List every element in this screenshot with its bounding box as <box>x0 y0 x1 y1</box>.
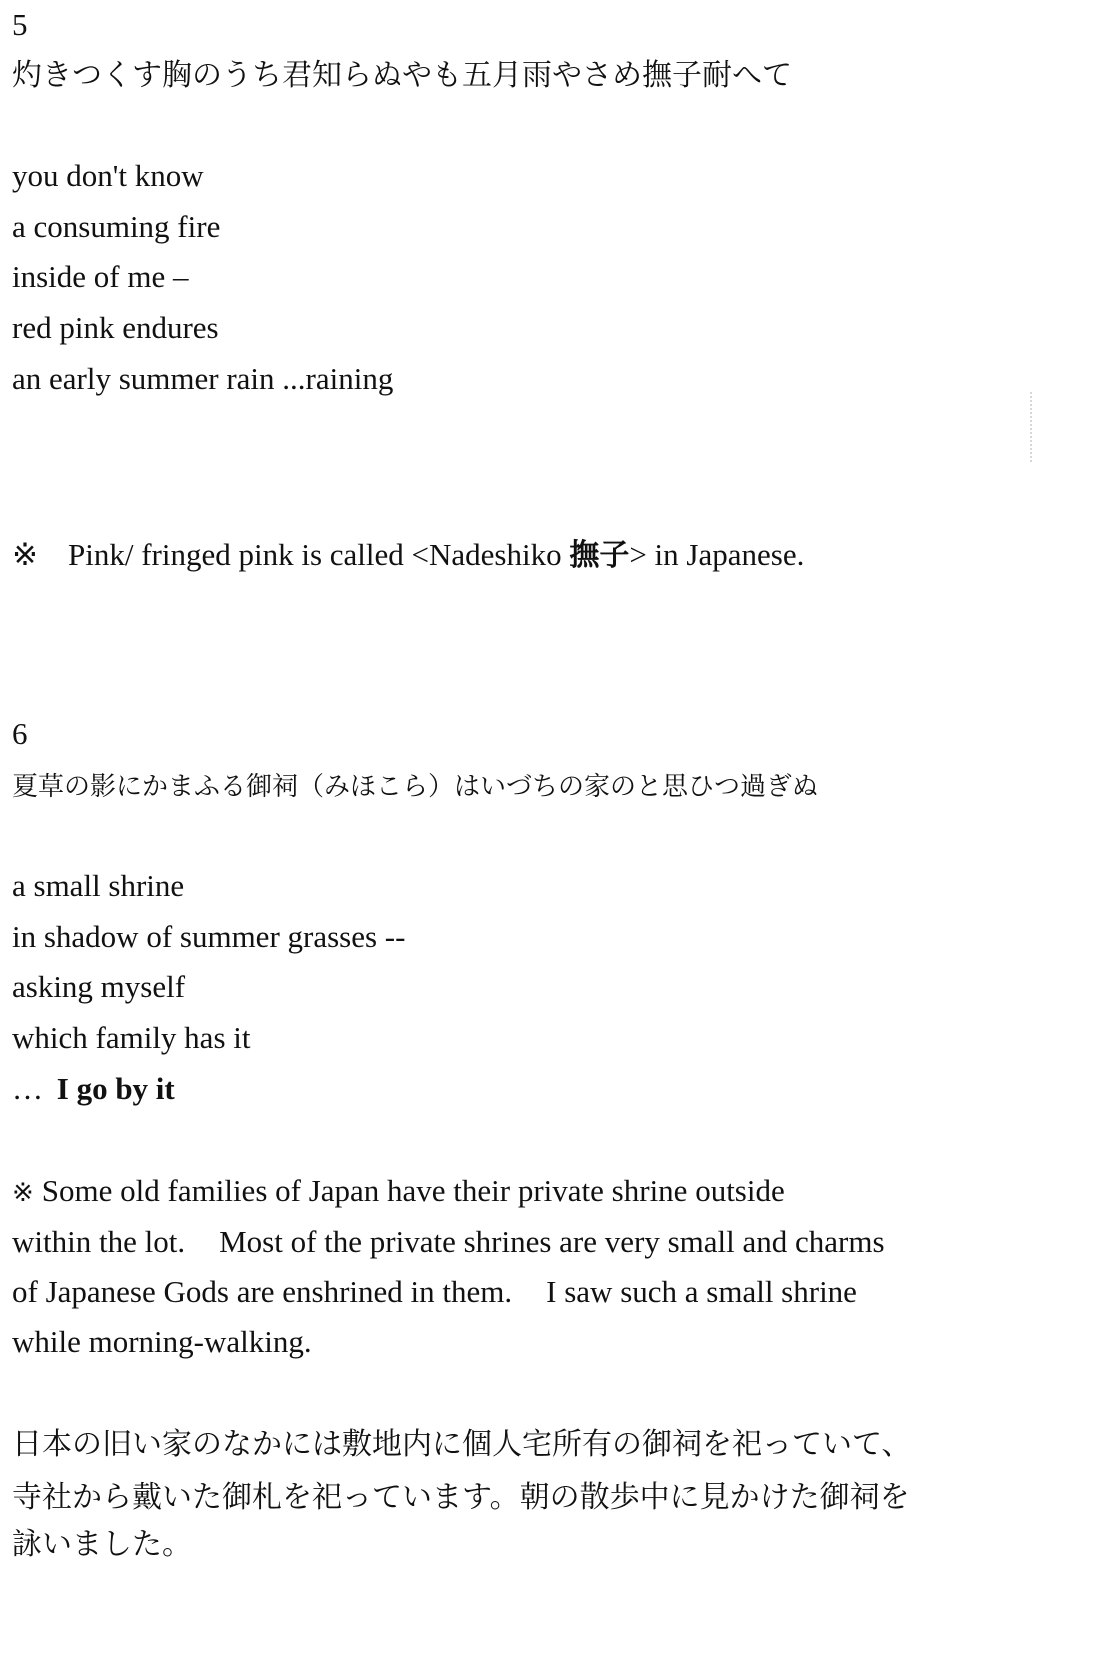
poem-5-note-tail: > in Japanese. <box>629 537 805 572</box>
poem-6-japanese: 夏草の影にかまふる御祠（みほこら）はいづちの家のと思ひつ過ぎぬ <box>12 772 819 802</box>
poem-6-line-4: which family has it <box>12 1020 251 1055</box>
poem-6-last-line: I go by it <box>56 1071 175 1106</box>
poem-6-note-text-2b: Most of the private shrines are very small and charms <box>219 1224 885 1259</box>
poem-6-note-text-2a: within the lot. <box>12 1224 186 1259</box>
poem-6-line-1: a small shrine <box>12 868 185 903</box>
poem-6-note-line-3 <box>12 1273 857 1311</box>
poem-6-note-text-1: Some old families of Japan have their private shrine outside <box>41 1173 785 1208</box>
ellipsis: … <box>12 1071 43 1106</box>
poem-5-note-text: Pink/ fringed pink is called <Nadeshiko <box>67 537 562 572</box>
poem-6-note-text-3a: of Japanese Gods are enshrined in them. <box>12 1274 513 1309</box>
poem-6-number: 6 <box>12 716 28 751</box>
poem-6-note-line-4: while morning-walking. <box>12 1324 312 1359</box>
note-mark: ※ <box>12 537 38 572</box>
poem-6-line-5 <box>12 1070 175 1108</box>
poem-5-line-3: inside of me – <box>12 259 189 294</box>
note-mark: ※ <box>12 1178 34 1207</box>
poem-6-note-text-3b: I saw such a small shrine <box>546 1274 857 1309</box>
nadeshiko-kanji: 撫子 <box>569 538 630 573</box>
poem-5-line-2: a consuming fire <box>12 209 221 244</box>
poem-6-note-line-1 <box>12 1172 785 1212</box>
poem-5-line-1: you don't know <box>12 158 204 193</box>
poem-5-line-4: red pink endures <box>12 310 219 345</box>
japanese-note-line-1: 日本の旧い家のなかには敷地内に個人宅所有の御祠を祀っていて、 <box>12 1427 912 1462</box>
scan-speck <box>1030 392 1038 462</box>
poem-5-line-5: an early summer rain ...raining <box>12 361 394 396</box>
poem-5-note <box>12 536 804 575</box>
poem-6-line-2: in shadow of summer grasses -- <box>12 919 406 954</box>
poem-5-number: 5 <box>12 7 28 42</box>
japanese-note-line-2: 寺社から戴いた御札を祀っています。朝の散歩中に見かけた御祠を <box>12 1480 910 1515</box>
poem-5-japanese: 灼きつくす胸のうち君知らぬやも五月雨やさめ撫子耐へて <box>12 58 792 93</box>
poem-6-line-3: asking myself <box>12 969 186 1004</box>
poem-6-note-line-2 <box>12 1223 885 1261</box>
japanese-note-line-3: 詠いました。 <box>12 1527 192 1562</box>
